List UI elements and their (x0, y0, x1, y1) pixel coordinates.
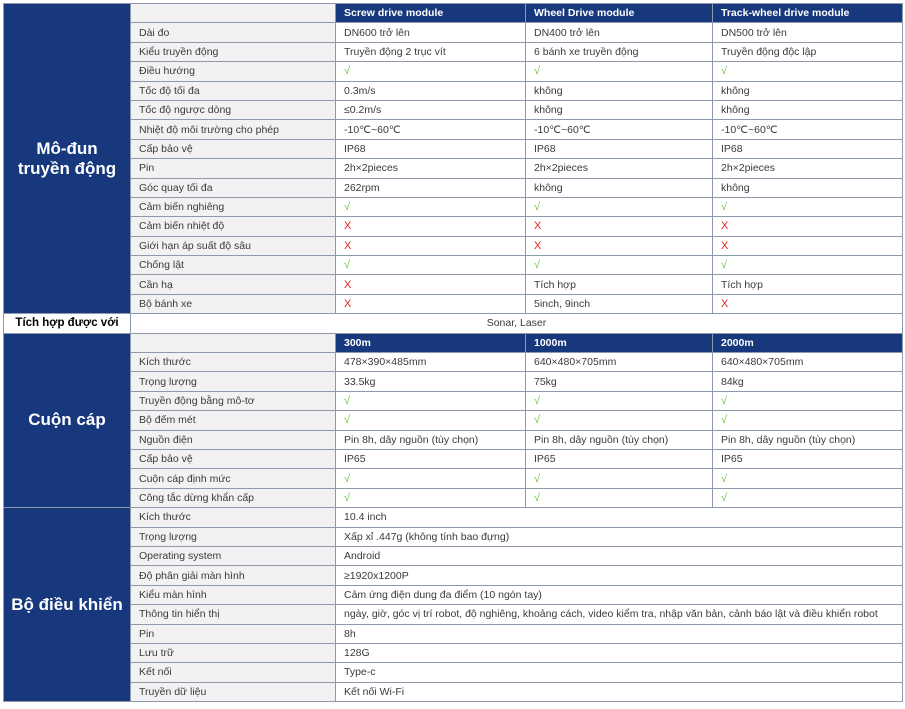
value-cell (336, 430, 526, 449)
value-cell (336, 411, 526, 430)
value-cell (526, 411, 713, 430)
value-cell (713, 197, 903, 216)
row-label: Chống lật (131, 256, 336, 275)
value-cell (713, 275, 903, 294)
value-text: Truyền động 2 trục vít (344, 45, 446, 58)
value-text: Tích hợp (534, 278, 576, 291)
cross-mark: X (721, 220, 729, 233)
check-mark: √ (344, 259, 351, 272)
row-label: Operating system (131, 546, 336, 565)
section-title-drive: Mô-đun truyền động (4, 4, 131, 314)
row-label: Kết nối (131, 663, 336, 682)
cross-mark: X (344, 220, 352, 233)
value-cell (336, 159, 526, 178)
value-text: -10℃~60℃ (344, 123, 401, 136)
check-mark: √ (721, 65, 728, 78)
value-cell (336, 294, 526, 313)
value-cell: 10.4 inch (336, 508, 903, 527)
check-mark: √ (534, 414, 541, 427)
table-row (4, 178, 903, 197)
value-text: DN500 trở lên (721, 26, 787, 39)
check-mark: √ (534, 395, 541, 407)
value-cell (526, 120, 713, 139)
column-header: 300m (336, 333, 526, 352)
value-cell (526, 159, 713, 178)
check-mark: √ (721, 472, 728, 485)
value-text: IP68 (721, 142, 743, 155)
value-cell (526, 100, 713, 119)
row-label: Cảm biến nghiêng (131, 197, 336, 216)
check-mark: √ (721, 414, 728, 427)
table-row (4, 100, 903, 119)
row-label: Truyền động bằng mô-tơ (131, 391, 336, 410)
value-cell (336, 23, 526, 42)
row-label: Lưu trữ (131, 643, 336, 662)
value-cell (713, 120, 903, 139)
value-text: Pin 8h, dây nguồn (tùy chọn) (534, 433, 669, 446)
header-blank (131, 4, 336, 23)
value-text: Truyền động độc lập (721, 45, 817, 58)
row-label: Tốc độ ngược dòng (131, 100, 336, 119)
value-cell (336, 469, 526, 488)
value-cell (336, 178, 526, 197)
row-label: Bộ đếm mét (131, 411, 336, 430)
value-cell (713, 294, 903, 313)
table-row (4, 682, 903, 701)
value-text: IP65 (344, 453, 366, 466)
value-cell (526, 275, 713, 294)
value-cell (526, 449, 713, 468)
value-cell (336, 275, 526, 294)
row-label: Thông tin hiển thị (131, 605, 336, 624)
value-text: 2h×2pieces (344, 162, 399, 175)
table-row (4, 527, 903, 546)
check-mark: √ (344, 65, 351, 78)
value-cell (713, 178, 903, 197)
value-cell (713, 217, 903, 236)
check-mark: √ (534, 491, 541, 504)
value-cell (526, 42, 713, 61)
value-text: 640×480×705mm (721, 356, 804, 369)
value-cell (713, 256, 903, 275)
value-cell (336, 100, 526, 119)
value-cell (713, 411, 903, 430)
value-cell (526, 178, 713, 197)
value-text: 262rpm (344, 181, 380, 194)
value-cell (713, 139, 903, 158)
value-cell (713, 372, 903, 391)
row-label: Cấp bảo vệ (131, 449, 336, 468)
value-cell (713, 81, 903, 100)
cross-mark: X (344, 239, 352, 252)
header-blank (131, 333, 336, 352)
value-cell: Android (336, 546, 903, 565)
row-label: Tốc độ tối đa (131, 81, 336, 100)
value-cell (526, 469, 713, 488)
value-text: IP68 (534, 142, 556, 155)
table-row (4, 430, 903, 449)
value-cell (713, 449, 903, 468)
value-cell (526, 81, 713, 100)
value-cell: ≥1920x1200P (336, 566, 903, 585)
value-cell (336, 256, 526, 275)
table-row (4, 353, 903, 372)
value-cell (713, 23, 903, 42)
table-row (4, 159, 903, 178)
table-row (4, 62, 903, 81)
table-row (4, 624, 903, 643)
cross-mark: X (344, 298, 352, 311)
value-cell: 128G (336, 643, 903, 662)
table-row (4, 236, 903, 255)
row-label: Góc quay tối đa (131, 178, 336, 197)
cross-mark: X (534, 220, 542, 233)
section-title-controller: Bộ điều khiển (4, 508, 131, 702)
table-row (4, 469, 903, 488)
check-mark: √ (344, 414, 351, 427)
value-cell (713, 159, 903, 178)
value-text: 478×390×485mm (344, 356, 427, 369)
table-row (4, 256, 903, 275)
table-row (4, 566, 903, 585)
table-row (4, 372, 903, 391)
value-cell (336, 139, 526, 158)
row-label: Bộ bánh xe (131, 294, 336, 313)
section-title-reel: Cuộn cáp (4, 333, 131, 508)
row-label: Cuộn cáp định mức (131, 469, 336, 488)
drive-header-row (4, 4, 903, 23)
value-cell: 8h (336, 624, 903, 643)
table-row (4, 488, 903, 507)
value-cell (336, 353, 526, 372)
value-cell: Xấp xỉ .447g (không tính bao đựng) (336, 527, 903, 546)
value-text: IP68 (344, 142, 366, 155)
value-text: IP65 (534, 453, 556, 466)
value-cell (526, 353, 713, 372)
value-cell (713, 430, 903, 449)
value-text: 75kg (534, 375, 557, 388)
value-cell (526, 372, 713, 391)
check-mark: √ (534, 259, 541, 272)
column-header: 2000m (713, 333, 903, 352)
value-cell (336, 449, 526, 468)
value-cell (336, 62, 526, 81)
row-label: Cần hạ (131, 275, 336, 294)
row-label: Nhiệt độ môi trường cho phép (131, 120, 336, 139)
table-row (4, 81, 903, 100)
value-cell (526, 256, 713, 275)
row-label: Pin (131, 159, 336, 178)
row-label: Kiểu truyền động (131, 42, 336, 61)
value-cell: ngày, giờ, góc vị trí robot, độ nghiêng, khoảng cách, video kiểm tra, nhập văn bản, cảnh báo lật và điều khiển robot (336, 605, 903, 624)
table-row (4, 411, 903, 430)
value-cell (526, 294, 713, 313)
check-mark: √ (721, 395, 728, 407)
value-text: không (721, 181, 750, 194)
value-cell (526, 391, 713, 410)
value-cell: Type-c (336, 663, 903, 682)
row-label: Dài đo (131, 23, 336, 42)
value-text: không (721, 104, 750, 117)
table-row (4, 391, 903, 410)
value-text: Pin 8h, dây nguồn (tùy chọn) (344, 433, 479, 446)
value-text: -10℃~60℃ (721, 123, 778, 136)
spec-table (3, 3, 903, 702)
column-header: Track-wheel drive module (713, 4, 903, 23)
column-header: 1000m (526, 333, 713, 352)
check-mark: √ (534, 201, 541, 214)
cross-mark: X (721, 239, 729, 252)
row-label: Độ phân giải màn hình (131, 566, 336, 585)
value-cell (336, 217, 526, 236)
value-cell (713, 488, 903, 507)
value-cell (526, 236, 713, 255)
value-text: 6 bánh xe truyền động (534, 45, 639, 58)
value-cell (526, 488, 713, 507)
value-cell (336, 391, 526, 410)
row-label: Pin (131, 624, 336, 643)
value-text: 2h×2pieces (534, 162, 589, 175)
value-cell (336, 81, 526, 100)
table-row (4, 197, 903, 216)
value-text: DN600 trở lên (344, 26, 410, 39)
value-cell (526, 197, 713, 216)
row-label: Kích thước (131, 508, 336, 527)
table-row (4, 120, 903, 139)
row-label: Cấp bảo vệ (131, 139, 336, 158)
value-text: 0.3m/s (344, 84, 376, 97)
table-row (4, 546, 903, 565)
cross-mark: X (721, 298, 729, 311)
row-label: Cảm biến nhiệt độ (131, 217, 336, 236)
row-label: Nguồn điện (131, 430, 336, 449)
check-mark: √ (534, 472, 541, 485)
integration-value: Sonar, Laser (131, 314, 903, 333)
value-cell (526, 217, 713, 236)
check-mark: √ (721, 259, 728, 272)
check-mark: √ (721, 201, 728, 214)
table-row (4, 23, 903, 42)
value-cell (713, 236, 903, 255)
value-cell: Cảm ứng điện dung đa điểm (10 ngón tay) (336, 585, 903, 604)
row-label: Kích thước (131, 353, 336, 372)
reel-header-row (4, 333, 903, 352)
value-cell (713, 100, 903, 119)
value-text: IP65 (721, 453, 743, 466)
value-text: 33.5kg (344, 375, 376, 388)
value-cell (336, 236, 526, 255)
cross-mark: X (344, 278, 352, 291)
table-row (4, 605, 903, 624)
check-mark: √ (721, 491, 728, 504)
value-cell (336, 372, 526, 391)
row-label: Điều hướng (131, 62, 336, 81)
value-cell (713, 62, 903, 81)
value-text: không (721, 84, 750, 97)
integration-label: Tích hợp được với (4, 314, 131, 333)
row-label: Kiểu màn hình (131, 585, 336, 604)
table-row (4, 663, 903, 682)
value-cell (526, 430, 713, 449)
value-text: 5inch, 9inch (534, 298, 591, 311)
table-row (4, 42, 903, 61)
row-label: Truyền dữ liệu (131, 682, 336, 701)
table-row (4, 294, 903, 313)
value-cell (713, 353, 903, 372)
cross-mark: X (534, 239, 542, 252)
value-text: DN400 trở lên (534, 26, 600, 39)
value-text: ≤0.2m/s (344, 104, 382, 117)
row-label: Trọng lượng (131, 372, 336, 391)
value-cell: Kết nối Wi-Fi (336, 682, 903, 701)
value-text: 2h×2pieces (721, 162, 776, 175)
check-mark: √ (344, 201, 351, 214)
value-text: 84kg (721, 375, 744, 388)
table-row (4, 508, 903, 527)
table-row (4, 449, 903, 468)
value-cell (526, 23, 713, 42)
table-row (4, 643, 903, 662)
value-cell (526, 139, 713, 158)
column-header: Wheel Drive module (526, 4, 713, 23)
value-text: Tích hợp (721, 278, 763, 291)
integration-row (4, 314, 903, 333)
value-text: -10℃~60℃ (534, 123, 591, 136)
table-row (4, 275, 903, 294)
value-cell (336, 488, 526, 507)
row-label: Giới hạn áp suất độ sâu (131, 236, 336, 255)
value-text: không (534, 181, 563, 194)
value-cell (713, 469, 903, 488)
column-header: Screw drive module (336, 4, 526, 23)
table-row (4, 139, 903, 158)
check-mark: √ (534, 65, 541, 78)
row-label: Trọng lượng (131, 527, 336, 546)
check-mark: √ (344, 472, 351, 485)
table-row (4, 585, 903, 604)
row-label: Công tắc dừng khẩn cấp (131, 488, 336, 507)
value-cell (526, 62, 713, 81)
table-row (4, 217, 903, 236)
value-cell (713, 42, 903, 61)
value-text: 640×480×705mm (534, 356, 617, 369)
value-cell (336, 197, 526, 216)
check-mark: √ (344, 491, 351, 504)
value-text: không (534, 104, 563, 117)
value-text: Pin 8h, dây nguồn (tùy chọn) (721, 433, 856, 446)
value-text: không (534, 84, 563, 97)
check-mark: √ (344, 395, 351, 407)
value-cell (336, 120, 526, 139)
value-cell (713, 391, 903, 410)
value-cell (336, 42, 526, 61)
